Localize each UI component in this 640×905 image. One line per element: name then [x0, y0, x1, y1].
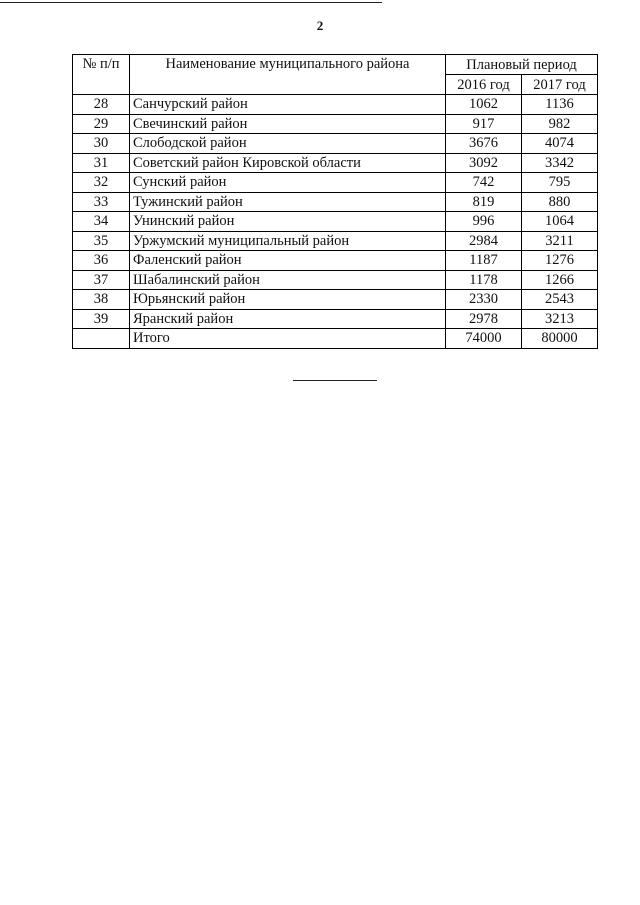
value-2017: 1266 — [522, 270, 598, 290]
header-year-2016: 2016 год — [446, 75, 522, 95]
district-name: Санчурский район — [130, 95, 446, 115]
district-name: Свечинский район — [130, 114, 446, 134]
value-2016: 2984 — [446, 231, 522, 251]
table-row — [73, 251, 598, 271]
row-number: 35 — [73, 231, 130, 251]
value-2016: 1178 — [446, 270, 522, 290]
value-2016: 3092 — [446, 153, 522, 173]
total-2016: 74000 — [446, 329, 522, 349]
value-2017: 1136 — [522, 95, 598, 115]
value-2017: 3213 — [522, 309, 598, 329]
value-2016: 1187 — [446, 251, 522, 271]
row-number: 39 — [73, 309, 130, 329]
value-2017: 1064 — [522, 212, 598, 232]
value-2017: 795 — [522, 173, 598, 193]
value-2016: 917 — [446, 114, 522, 134]
district-name: Юрьянский район — [130, 290, 446, 310]
value-2017: 4074 — [522, 134, 598, 154]
table-row — [73, 212, 598, 232]
table-header-row — [73, 55, 598, 75]
value-2016: 996 — [446, 212, 522, 232]
value-2016: 2330 — [446, 290, 522, 310]
value-2016: 819 — [446, 192, 522, 212]
district-name: Сунский район — [130, 173, 446, 193]
district-name: Унинский район — [130, 212, 446, 232]
value-2016: 2978 — [446, 309, 522, 329]
row-number: 38 — [73, 290, 130, 310]
district-name: Шабалинский район — [130, 270, 446, 290]
row-number: 33 — [73, 192, 130, 212]
district-name: Слободской район — [130, 134, 446, 154]
end-rule — [293, 380, 377, 381]
districts-table — [72, 54, 598, 349]
table-row — [73, 231, 598, 251]
row-number: 37 — [73, 270, 130, 290]
value-2017: 982 — [522, 114, 598, 134]
table-row — [73, 95, 598, 115]
value-2016: 742 — [446, 173, 522, 193]
district-name: Фаленский район — [130, 251, 446, 271]
row-number: 29 — [73, 114, 130, 134]
table-row — [73, 114, 598, 134]
row-number: 28 — [73, 95, 130, 115]
row-number: 31 — [73, 153, 130, 173]
header-num: № п/п — [73, 55, 130, 95]
value-2017: 880 — [522, 192, 598, 212]
value-2017: 2543 — [522, 290, 598, 310]
table-row — [73, 173, 598, 193]
district-name: Уржумский муниципальный район — [130, 231, 446, 251]
total-2017: 80000 — [522, 329, 598, 349]
header-period: Плановый период — [446, 55, 598, 75]
district-name: Советский район Кировской области — [130, 153, 446, 173]
header-name: Наименование муниципального района — [130, 55, 446, 95]
top-rule — [0, 2, 382, 3]
header-year-2017: 2017 год — [522, 75, 598, 95]
value-2016: 1062 — [446, 95, 522, 115]
district-name: Яранский район — [130, 309, 446, 329]
table-row — [73, 134, 598, 154]
row-number: 30 — [73, 134, 130, 154]
table-body — [73, 95, 598, 349]
value-2017: 3211 — [522, 231, 598, 251]
value-2017: 3342 — [522, 153, 598, 173]
table-row — [73, 153, 598, 173]
table-row — [73, 290, 598, 310]
table-row — [73, 309, 598, 329]
row-number: 34 — [73, 212, 130, 232]
total-label: Итого — [130, 329, 446, 349]
row-number: 36 — [73, 251, 130, 271]
total-row — [73, 329, 598, 349]
total-number — [73, 329, 130, 349]
page-number: 2 — [316, 18, 324, 33]
table-row — [73, 192, 598, 212]
row-number: 32 — [73, 173, 130, 193]
value-2016: 3676 — [446, 134, 522, 154]
table-row — [73, 270, 598, 290]
district-name: Тужинский район — [130, 192, 446, 212]
value-2017: 1276 — [522, 251, 598, 271]
